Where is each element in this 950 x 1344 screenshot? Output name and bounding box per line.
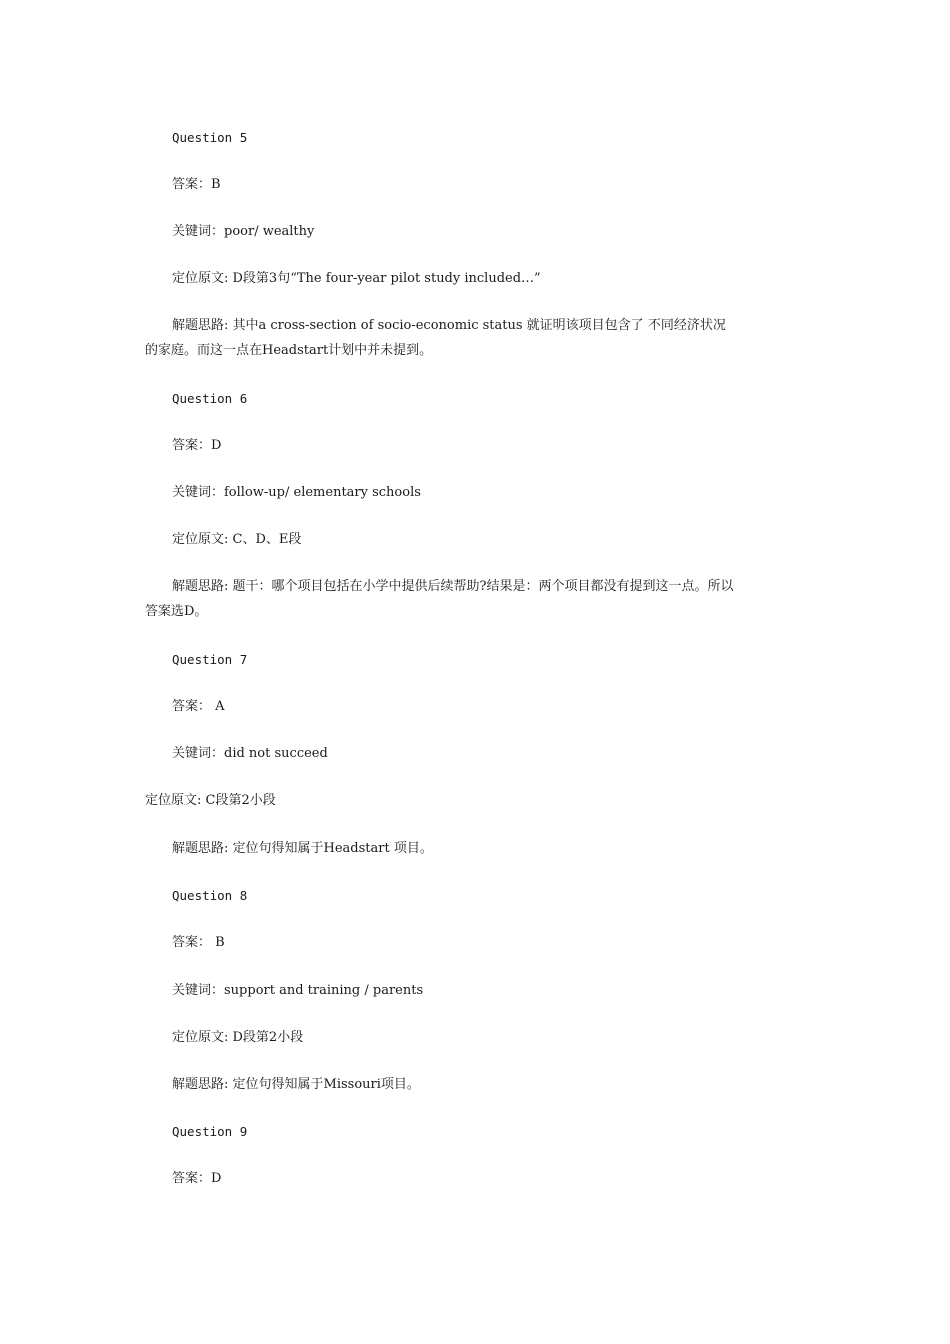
question-5-title: Question 5 <box>172 130 248 145</box>
question-9-answer: 答案：D <box>172 1171 222 1186</box>
question-6-locate: 定位原文: C、D、E段 <box>172 532 302 547</box>
question-6-reason-line-2: 答案选D。 <box>145 604 208 619</box>
question-5-answer: 答案：B <box>172 177 221 192</box>
question-8-keywords: 关键词：support and training / parents <box>172 983 424 998</box>
question-7-title: Question 7 <box>172 652 248 667</box>
question-7-locate: 定位原文: C段第2小段 <box>145 793 276 808</box>
question-5-locate: 定位原文: D段第3句“The four-year pilot study included…” <box>172 271 541 286</box>
question-6-reason-line-1: 解题思路: 题干：哪个项目包括在小学中提供后续帮助?结果是：两个项目都没有提到这一点。所以 <box>172 579 734 594</box>
question-5-reason-line-1: 解题思路: 其中a cross-section of socio-economic status 就证明该项目包含了 不同经济状况 <box>172 318 726 333</box>
question-7-reason: 解题思路: 定位句得知属于Headstart 项目。 <box>172 841 433 856</box>
question-5-reason-line-2: 的家庭。而这一点在Headstart计划中并未提到。 <box>145 343 433 358</box>
question-6-title: Question 6 <box>172 391 248 406</box>
question-6-answer: 答案：D <box>172 438 222 453</box>
question-7-keywords: 关键词：did not succeed <box>172 746 328 761</box>
question-7-answer: 答案： A <box>172 699 225 714</box>
question-8-title: Question 8 <box>172 888 248 903</box>
question-8-locate: 定位原文: D段第2小段 <box>172 1030 304 1045</box>
question-8-reason: 解题思路: 定位句得知属于Missouri项目。 <box>172 1077 420 1092</box>
question-5-keywords: 关键词：poor/ wealthy <box>172 224 315 239</box>
question-6-keywords: 关键词：follow-up/ elementary schools <box>172 485 421 500</box>
question-9-title: Question 9 <box>172 1124 248 1139</box>
question-8-answer: 答案： B <box>172 935 225 950</box>
